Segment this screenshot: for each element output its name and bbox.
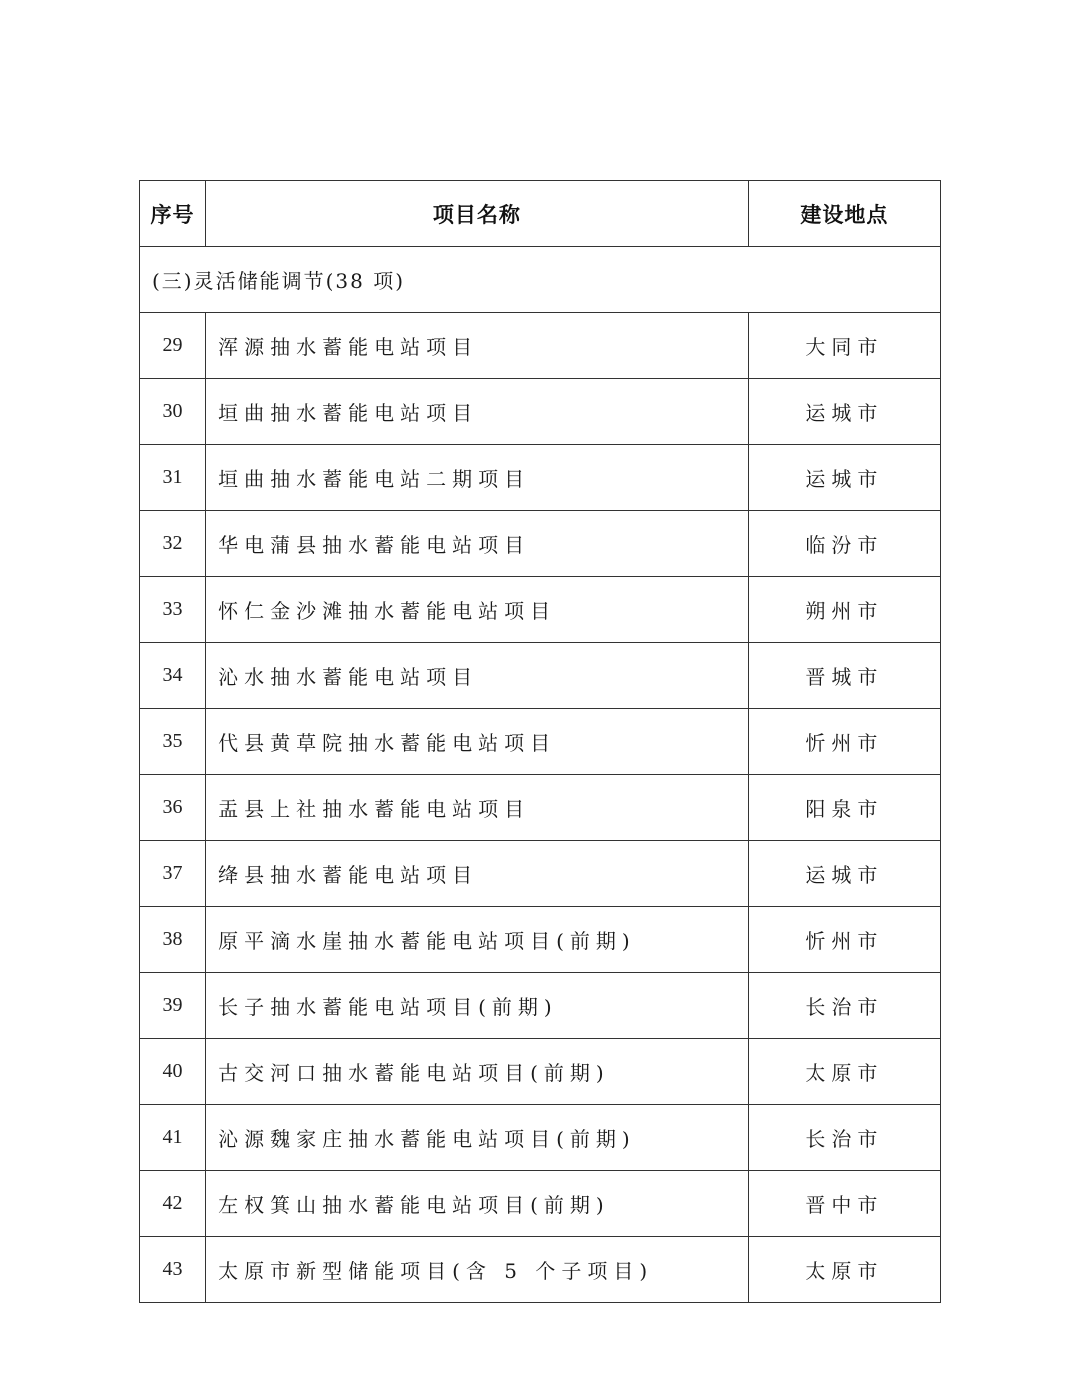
- project-table: [139, 180, 941, 1303]
- row-seq: 34: [140, 643, 206, 709]
- row-project-name: 沁水抽水蓄能电站项目: [206, 643, 749, 709]
- row-seq: 37: [140, 841, 206, 907]
- row-location: 阳泉市: [748, 775, 940, 841]
- row-project-name: 代县黄草院抽水蓄能电站项目: [206, 709, 749, 775]
- row-seq: 36: [140, 775, 206, 841]
- row-seq: 35: [140, 709, 206, 775]
- row-location: 运城市: [748, 841, 940, 907]
- table-row: [140, 709, 941, 775]
- row-location: 临汾市: [748, 511, 940, 577]
- row-seq: 32: [140, 511, 206, 577]
- row-project-name: 古交河口抽水蓄能电站项目(前期): [206, 1039, 749, 1105]
- row-location: 晋中市: [748, 1171, 940, 1237]
- row-seq: 31: [140, 445, 206, 511]
- table-row: [140, 775, 941, 841]
- row-location: 大同市: [748, 313, 940, 379]
- header-location: 建设地点: [748, 181, 940, 247]
- section-row: [140, 247, 941, 313]
- table-row: [140, 511, 941, 577]
- table-row: [140, 1237, 941, 1303]
- row-location: 运城市: [748, 445, 940, 511]
- row-location: 长治市: [748, 1105, 940, 1171]
- table-row: [140, 379, 941, 445]
- row-project-name: 原平滴水崖抽水蓄能电站项目(前期): [206, 907, 749, 973]
- table-row: [140, 445, 941, 511]
- table-row: [140, 1105, 941, 1171]
- row-seq: 33: [140, 577, 206, 643]
- row-seq: 38: [140, 907, 206, 973]
- table-row: [140, 313, 941, 379]
- row-project-name: 垣曲抽水蓄能电站二期项目: [206, 445, 749, 511]
- header-project-name: 项目名称: [206, 181, 749, 247]
- row-seq: 41: [140, 1105, 206, 1171]
- row-project-name: 垣曲抽水蓄能电站项目: [206, 379, 749, 445]
- row-project-name: 浑源抽水蓄能电站项目: [206, 313, 749, 379]
- row-location: 忻州市: [748, 709, 940, 775]
- row-location: 忻州市: [748, 907, 940, 973]
- section-title: (三)灵活储能调节(38 项): [140, 247, 941, 313]
- row-location: 晋城市: [748, 643, 940, 709]
- row-project-name: 太原市新型储能项目(含 5 个子项目): [206, 1237, 749, 1303]
- header-seq: 序号: [140, 181, 206, 247]
- row-seq: 30: [140, 379, 206, 445]
- table-row: [140, 643, 941, 709]
- row-seq: 40: [140, 1039, 206, 1105]
- row-location: 长治市: [748, 973, 940, 1039]
- table-row: [140, 907, 941, 973]
- table-row: [140, 973, 941, 1039]
- row-project-name: 绛县抽水蓄能电站项目: [206, 841, 749, 907]
- table-header-row: [140, 181, 941, 247]
- row-location: 运城市: [748, 379, 940, 445]
- row-project-name: 怀仁金沙滩抽水蓄能电站项目: [206, 577, 749, 643]
- row-project-name: 华电蒲县抽水蓄能电站项目: [206, 511, 749, 577]
- row-location: 太原市: [748, 1237, 940, 1303]
- row-location: 朔州市: [748, 577, 940, 643]
- row-project-name: 长子抽水蓄能电站项目(前期): [206, 973, 749, 1039]
- row-seq: 39: [140, 973, 206, 1039]
- table-row: [140, 841, 941, 907]
- row-project-name: 左权箕山抽水蓄能电站项目(前期): [206, 1171, 749, 1237]
- row-location: 太原市: [748, 1039, 940, 1105]
- table-row: [140, 577, 941, 643]
- table-row: [140, 1171, 941, 1237]
- row-project-name: 盂县上社抽水蓄能电站项目: [206, 775, 749, 841]
- table-row: [140, 1039, 941, 1105]
- row-seq: 42: [140, 1171, 206, 1237]
- row-seq: 29: [140, 313, 206, 379]
- row-project-name: 沁源魏家庄抽水蓄能电站项目(前期): [206, 1105, 749, 1171]
- row-seq: 43: [140, 1237, 206, 1303]
